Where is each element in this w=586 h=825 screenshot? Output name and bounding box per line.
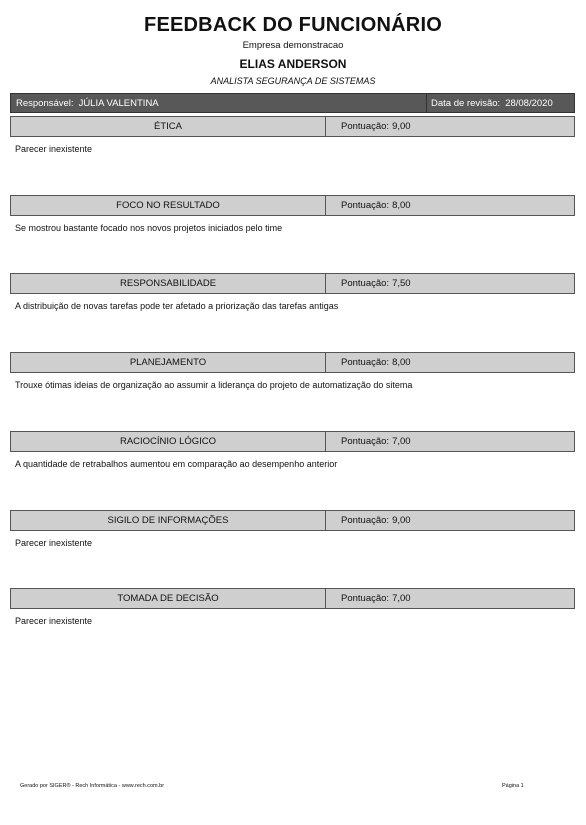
criterion-header xyxy=(10,510,575,531)
criterion-name: SIGILO DE INFORMAÇÕES xyxy=(107,515,229,526)
review-info-bar xyxy=(10,93,575,113)
score-value: 9,00 xyxy=(392,515,411,526)
criterion-header xyxy=(10,195,575,216)
criterion-name: RESPONSABILIDADE xyxy=(119,278,217,289)
review-bar-divider xyxy=(426,94,427,112)
criterion-name: ÉTICA xyxy=(154,121,182,132)
score-label: Pontuação: xyxy=(341,200,390,211)
criterion-name: PLANEJAMENTO xyxy=(129,357,207,368)
criterion-header xyxy=(10,588,575,609)
criterion-comment: Parecer inexistente xyxy=(15,616,93,626)
score-label: Pontuação: xyxy=(341,436,390,447)
criterion-divider xyxy=(325,511,326,530)
responsible-label: Responsável: xyxy=(16,98,74,109)
criterion-score xyxy=(341,200,411,211)
score-label: Pontuação: xyxy=(341,278,390,289)
score-value: 7,50 xyxy=(392,278,411,289)
review-date-value: 28/08/2020 xyxy=(505,98,553,109)
score-label: Pontuação: xyxy=(341,357,390,368)
criterion-comment: A distribuição de novas tarefas pode ter afetado a priorização das tarefas antigas xyxy=(15,301,339,311)
employee-name: ELIAS ANDERSON xyxy=(239,57,347,71)
score-value: 8,00 xyxy=(392,357,411,368)
criterion-comment: Parecer inexistente xyxy=(15,144,93,154)
criterion-header xyxy=(10,116,575,137)
score-label: Pontuação: xyxy=(341,593,390,604)
score-label: Pontuação: xyxy=(341,515,390,526)
criterion-comment: Trouxe ótimas ideias de organização ao assumir a liderança do projeto de automatização do sitema xyxy=(15,380,413,390)
criterion-divider xyxy=(325,274,326,293)
document-title: FEEDBACK DO FUNCIONÁRIO xyxy=(144,14,442,36)
responsible-name: JÚLIA VALENTINA xyxy=(78,98,159,109)
criterion-comment: Parecer inexistente xyxy=(15,538,93,548)
criterion-divider xyxy=(325,196,326,215)
criterion-divider xyxy=(325,353,326,372)
employee-role: ANALISTA SEGURANÇA DE SISTEMAS xyxy=(210,76,376,86)
criterion-comment: Se mostrou bastante focado nos novos projetos iniciados pelo time xyxy=(15,223,283,233)
criterion-header xyxy=(10,273,575,294)
criterion-header xyxy=(10,431,575,452)
criterion-score xyxy=(341,515,411,526)
score-value: 7,00 xyxy=(392,593,411,604)
criterion-header xyxy=(10,352,575,373)
criterion-divider xyxy=(325,589,326,608)
criterion-score xyxy=(341,121,411,132)
criterion-score xyxy=(341,278,411,289)
score-value: 8,00 xyxy=(392,200,411,211)
review-date-field xyxy=(431,98,553,109)
responsible-field xyxy=(16,98,159,109)
criterion-comment: A quantidade de retrabalhos aumentou em comparação ao desempenho anterior xyxy=(15,459,338,469)
criterion-name: RACIOCÍNIO LÓGICO xyxy=(119,436,217,447)
review-date-label: Data de revisão: xyxy=(431,98,501,109)
criterion-score xyxy=(341,436,411,447)
criterion-divider xyxy=(325,432,326,451)
criterion-score xyxy=(341,357,411,368)
criterion-divider xyxy=(325,117,326,136)
criterion-name: FOCO NO RESULTADO xyxy=(116,200,220,211)
score-value: 9,00 xyxy=(392,121,411,132)
score-value: 7,00 xyxy=(392,436,411,447)
criterion-score xyxy=(341,593,411,604)
score-label: Pontuação: xyxy=(341,121,390,132)
footer-page-number: Página 1 xyxy=(502,783,524,789)
criterion-name: TOMADA DE DECISÃO xyxy=(117,593,219,604)
footer-generated-by: Gerado por SIGER® - Rech Informática - www.rech.com.br xyxy=(20,783,165,789)
company-name: Empresa demonstracao xyxy=(242,40,344,51)
